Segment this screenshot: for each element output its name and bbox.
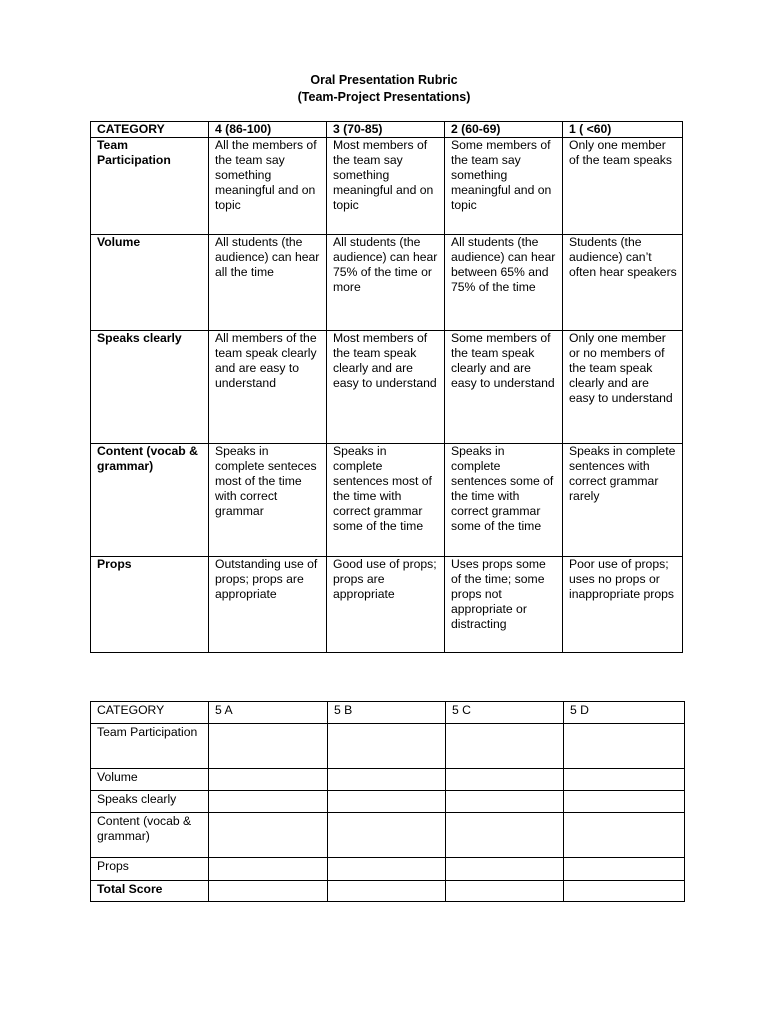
rubric-category: Speaks clearly [91,331,209,444]
rubric-row [91,557,683,653]
rubric-cell: Speaks in complete senteces most of the time with correct grammar [209,444,327,557]
rubric-cell: Most members of the team say something meaningful and on topic [327,138,445,235]
rubric-cell: Students (the audience) can’t often hear speakers [563,235,683,331]
rubric-cell: All students (the audience) can hear 75% of the time or more [327,235,445,331]
rubric-cell: All students (the audience) can hear between 65% and 75% of the time [445,235,563,331]
score-row [91,791,685,813]
rubric-row [91,444,683,557]
score-cell[interactable] [564,881,685,902]
rubric-header-score-4: 4 (86-100) [209,122,327,138]
score-category: Volume [91,769,209,791]
rubric-row [91,235,683,331]
score-header-category: CATEGORY [91,702,209,724]
rubric-category: Props [91,557,209,653]
rubric-cell: Good use of props; props are appropriate [327,557,445,653]
rubric-cell: All members of the team speak clearly and are easy to understand [209,331,327,444]
rubric-cell: Some members of the team speak clearly and are easy to understand [445,331,563,444]
rubric-cell: Only one member of the team speaks [563,138,683,235]
score-category: Team Participation [91,724,209,769]
score-header-5b: 5 B [328,702,446,724]
score-cell[interactable] [564,858,685,881]
rubric-row [91,331,683,444]
document-title: Oral Presentation Rubric [310,73,458,87]
score-cell[interactable] [328,813,446,858]
rubric-header-score-2: 2 (60-69) [445,122,563,138]
score-cell[interactable] [446,858,564,881]
score-cell[interactable] [446,791,564,813]
rubric-header-score-3: 3 (70-85) [327,122,445,138]
document-title-block [0,72,768,106]
rubric-category: Team Participation [91,138,209,235]
score-cell[interactable] [446,724,564,769]
score-total-row [91,881,685,902]
score-table [90,701,685,902]
score-row [91,813,685,858]
score-cell[interactable] [328,858,446,881]
score-category: Props [91,858,209,881]
rubric-cell: Speaks in complete sentences with correct grammar rarely [563,444,683,557]
score-cell[interactable] [209,791,328,813]
score-cell[interactable] [328,724,446,769]
rubric-row [91,138,683,235]
score-cell[interactable] [446,881,564,902]
score-cell[interactable] [328,769,446,791]
score-category: Content (vocab & grammar) [91,813,209,858]
score-cell[interactable] [328,791,446,813]
score-cell[interactable] [446,769,564,791]
score-cell[interactable] [209,881,328,902]
rubric-header-score-1: 1 ( <60) [563,122,683,138]
score-row [91,724,685,769]
rubric-cell: Uses props some of the time; some props not appropriate or distracting [445,557,563,653]
score-row [91,769,685,791]
score-cell[interactable] [446,813,564,858]
rubric-cell: Poor use of props; uses no props or inappropriate props [563,557,683,653]
rubric-cell: Only one member or no members of the team speak clearly and are easy to understand [563,331,683,444]
score-cell[interactable] [328,881,446,902]
rubric-cell: All the members of the team say something meaningful and on topic [209,138,327,235]
rubric-cell: Some members of the team say something meaningful and on topic [445,138,563,235]
rubric-header-row [91,122,683,138]
rubric-cell: Most members of the team speak clearly and are easy to understand [327,331,445,444]
rubric-cell: Outstanding use of props; props are appropriate [209,557,327,653]
score-total-label: Total Score [91,881,209,902]
document-subtitle: (Team-Project Presentations) [297,90,471,104]
rubric-cell: Speaks in complete sentences most of the time with correct grammar some of the time [327,444,445,557]
score-cell[interactable] [209,769,328,791]
rubric-category: Volume [91,235,209,331]
score-cell[interactable] [564,769,685,791]
score-cell[interactable] [209,813,328,858]
score-header-5d: 5 D [564,702,685,724]
rubric-category: Content (vocab & grammar) [91,444,209,557]
score-row [91,858,685,881]
rubric-cell: All students (the audience) can hear all the time [209,235,327,331]
rubric-table [90,121,683,653]
score-cell[interactable] [564,724,685,769]
score-cell[interactable] [209,858,328,881]
score-category: Speaks clearly [91,791,209,813]
score-header-5a: 5 A [209,702,328,724]
score-header-row [91,702,685,724]
rubric-cell: Speaks in complete sentences some of the time with correct grammar some of the time [445,444,563,557]
score-cell[interactable] [564,813,685,858]
score-cell[interactable] [209,724,328,769]
rubric-header-category: CATEGORY [91,122,209,138]
score-cell[interactable] [564,791,685,813]
score-header-5c: 5 C [446,702,564,724]
